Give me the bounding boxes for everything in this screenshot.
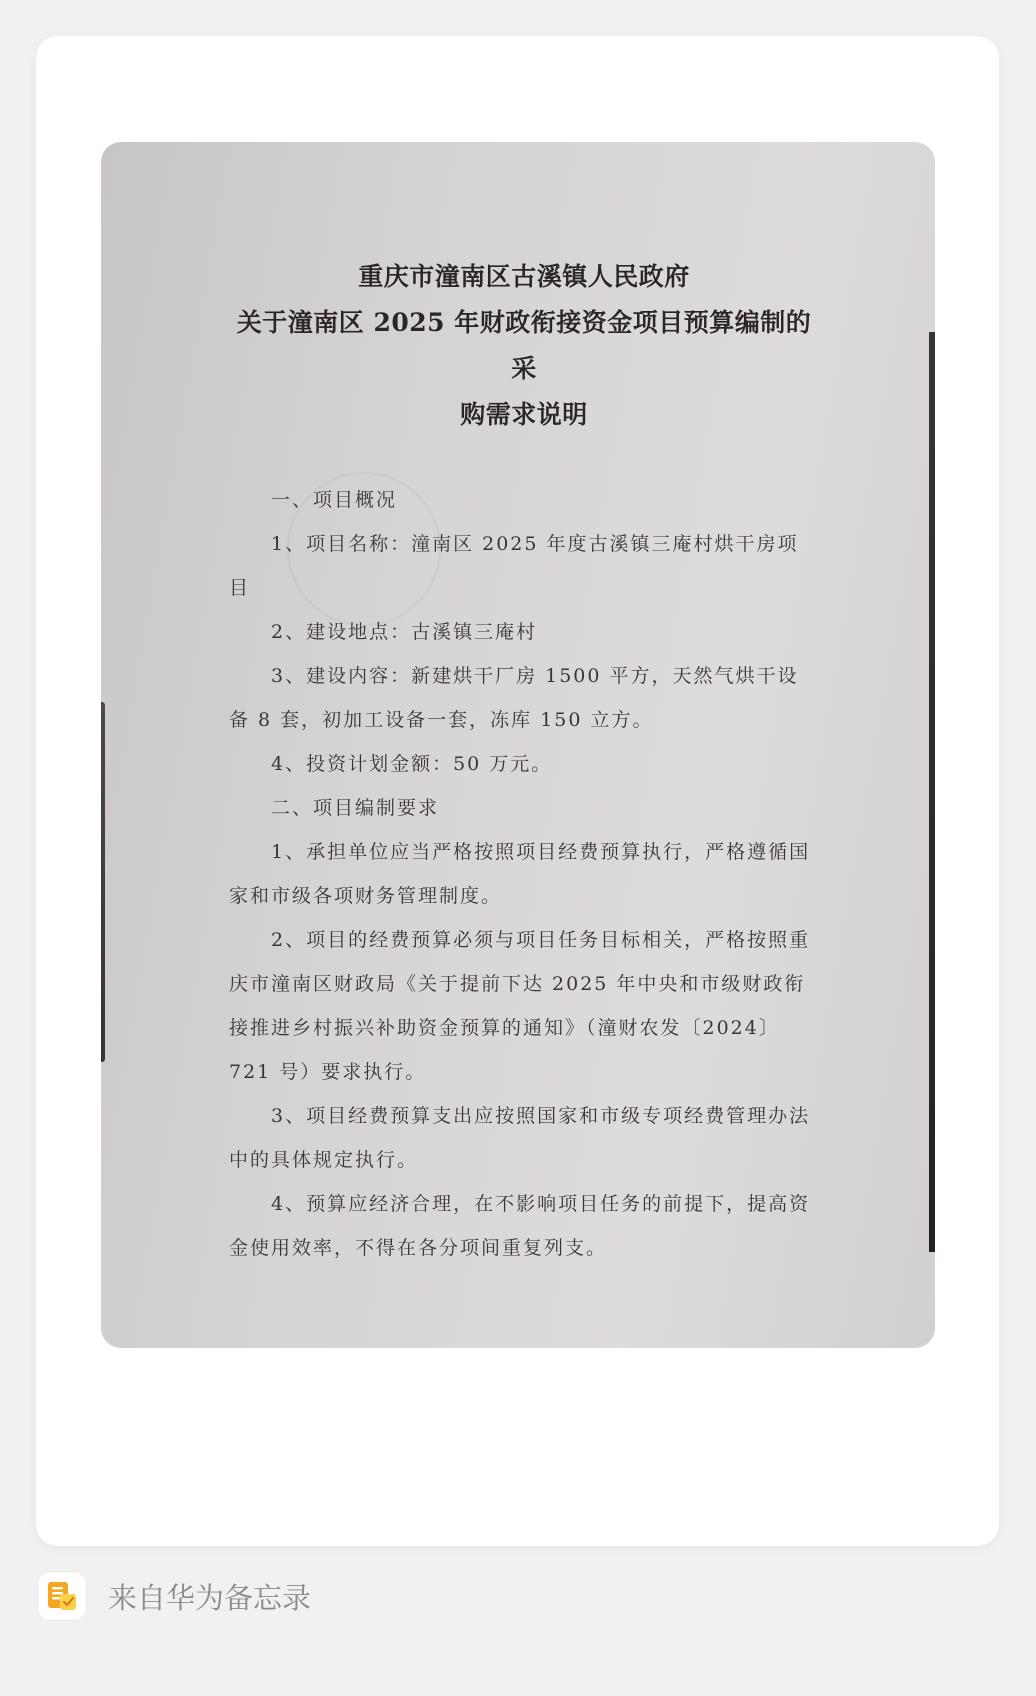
title-line-1: 重庆市潼南区古溪镇人民政府	[358, 262, 690, 291]
item-investment: 4、投资计划金额：50 万元。	[271, 753, 553, 775]
item-location: 2、建设地点：古溪镇三庵村	[271, 621, 538, 643]
source-footer[interactable]	[38, 1572, 311, 1620]
item-project-name: 1、项目名称：潼南区 2025 年度古溪镇三庵村烘干房项目	[229, 533, 799, 599]
requirement-2: 2、项目的经费预算必须与项目任务目标相关，严格按照重庆市潼南区财政局《关于提前下达 2025 年中央和市级财政衔接推进乡村振兴补助资金预算的通知》（潼财农发〔2024〕721 号）要求执行。	[229, 929, 811, 1083]
document-text	[229, 254, 819, 1270]
section2-heading: 二、项目编制要求	[271, 797, 440, 819]
note-card	[36, 36, 999, 1546]
document-title	[229, 254, 819, 438]
title-line-3: 购需求说明	[460, 400, 588, 429]
requirement-1: 1、承担单位应当严格按照项目经费预算执行，严格遵循国家和市级各项财务管理制度。	[229, 841, 811, 907]
photo-shadow-right	[929, 332, 935, 1252]
item-content: 3、建设内容：新建烘干厂房 1500 平方，天然气烘干设备 8 套，初加工设备一套，冻库 150 立方。	[229, 665, 799, 731]
photo-shadow-left	[101, 702, 105, 1062]
source-label: 来自华为备忘录	[108, 1582, 312, 1615]
document-photo[interactable]	[101, 142, 935, 1348]
requirement-4: 4、预算应经济合理，在不影响项目任务的前提下，提高资金使用效率，不得在各分项间重复列支。	[229, 1193, 811, 1259]
title-line-2: 关于潼南区 2025 年财政衔接资金项目预算编制的采	[236, 308, 812, 383]
requirement-3: 3、项目经费预算支出应按照国家和市级专项经费管理办法中的具体规定执行。	[229, 1105, 811, 1171]
section1-heading: 一、项目概况	[271, 489, 398, 511]
memo-app-icon	[38, 1572, 86, 1620]
